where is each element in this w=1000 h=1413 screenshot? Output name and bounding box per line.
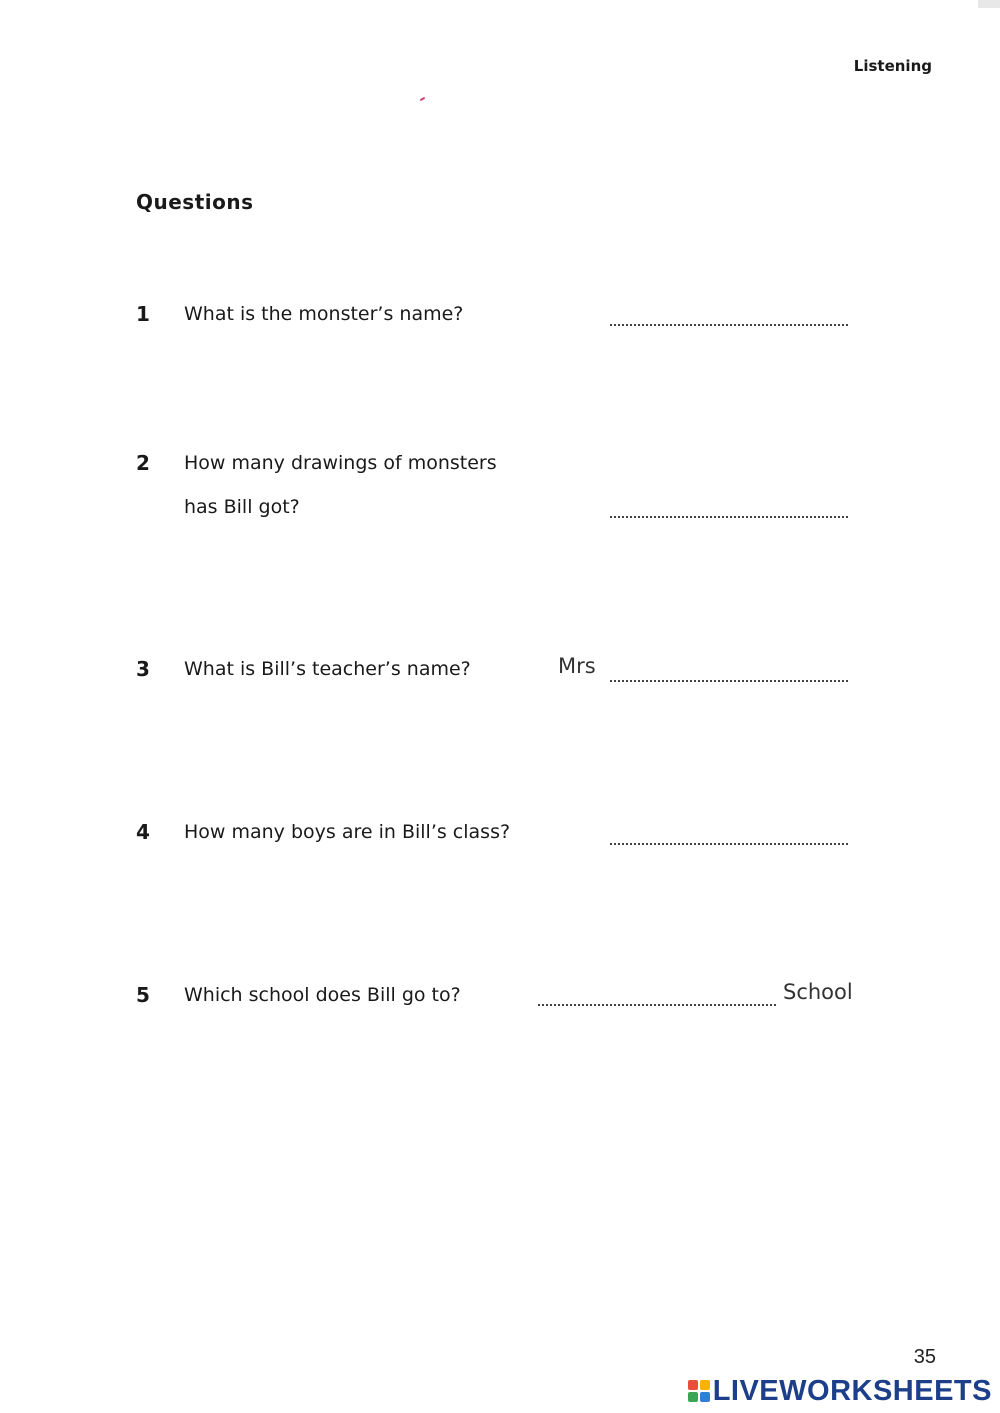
liveworksheets-logo-icon bbox=[688, 1380, 710, 1402]
answer-prefix: Mrs bbox=[558, 654, 596, 678]
question-text bbox=[184, 973, 461, 1017]
question-number: 5 bbox=[136, 983, 150, 1007]
ink-speck bbox=[420, 97, 425, 101]
question-line: What is Bill’s teacher’s name? bbox=[184, 658, 471, 680]
section-label: Listening bbox=[853, 57, 932, 75]
question-line: How many boys are in Bill’s class? bbox=[184, 821, 511, 843]
question-line: has Bill got? bbox=[184, 496, 300, 518]
brand-name: LIVEWORKSHEETS bbox=[712, 1375, 992, 1407]
question-number: 1 bbox=[136, 302, 150, 326]
question-number: 3 bbox=[136, 657, 150, 681]
answer-field-2[interactable] bbox=[610, 516, 848, 518]
question-text bbox=[184, 810, 510, 854]
question-text bbox=[184, 441, 497, 529]
question-line: Which school does Bill go to? bbox=[184, 984, 461, 1006]
page-number: 35 bbox=[913, 1346, 936, 1368]
answer-suffix: School bbox=[783, 980, 853, 1004]
page-heading: Questions bbox=[136, 190, 254, 214]
question-line: What is the monster’s name? bbox=[184, 303, 464, 325]
scan-corner-mark bbox=[978, 0, 1000, 8]
question-text bbox=[184, 647, 471, 691]
answer-field-1[interactable] bbox=[610, 324, 848, 326]
question-line: How many drawings of monsters bbox=[184, 452, 497, 474]
answer-field-4[interactable] bbox=[610, 843, 848, 845]
brand-watermark bbox=[688, 1376, 992, 1406]
question-text bbox=[184, 292, 463, 336]
answer-field-3[interactable] bbox=[610, 680, 848, 682]
answer-field-5[interactable] bbox=[538, 1004, 776, 1006]
question-number: 2 bbox=[136, 451, 150, 475]
question-number: 4 bbox=[136, 820, 150, 844]
